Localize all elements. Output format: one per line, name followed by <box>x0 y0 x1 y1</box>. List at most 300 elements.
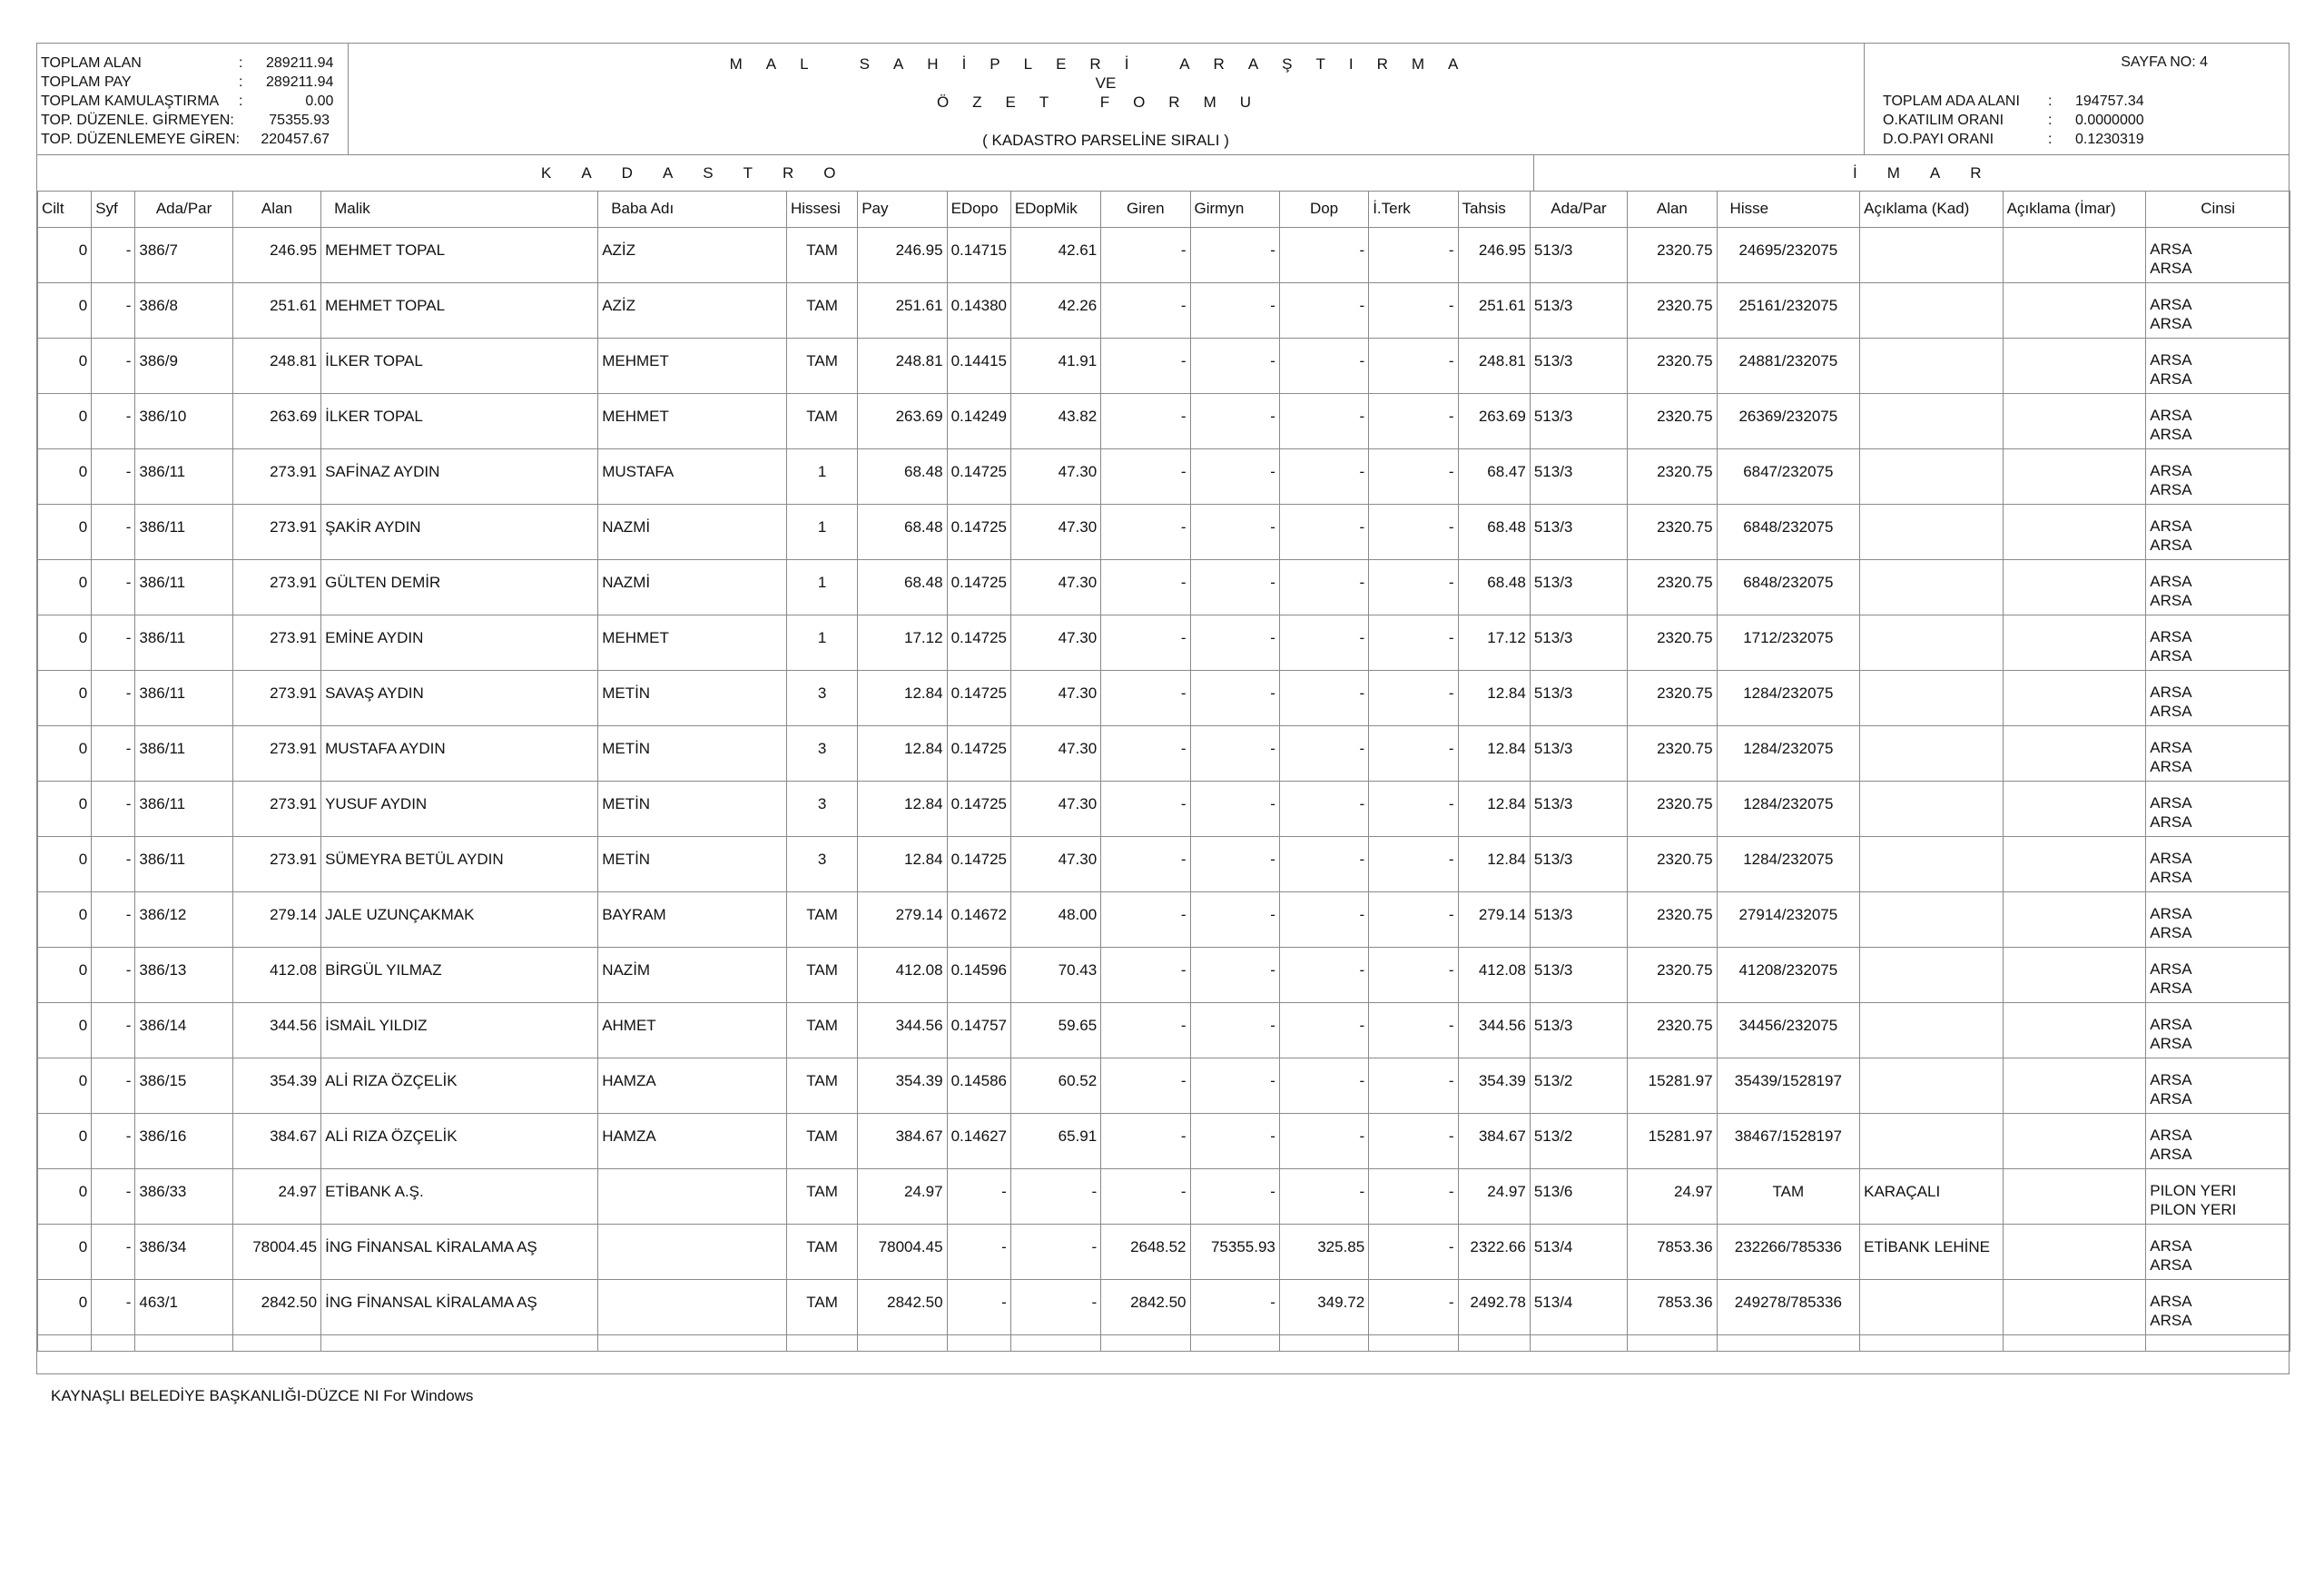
cell-hissesi: TAM <box>786 228 857 283</box>
cell-aimar <box>2003 560 2146 615</box>
cinsi-line-1: ARSA <box>2150 241 2192 258</box>
cell-cinsi <box>2146 1280 2290 1335</box>
cell-dop: - <box>1279 782 1368 837</box>
cell-baba: HAMZA <box>598 1058 787 1114</box>
cell-giren: - <box>1101 671 1190 726</box>
cell-girmyn: - <box>1190 782 1279 837</box>
cell-hissesi: TAM <box>786 339 857 394</box>
cinsi-line-1: ARSA <box>2150 296 2192 313</box>
cell-iadapar: 513/3 <box>1530 339 1627 394</box>
section-kadastro: KADASTRO <box>37 154 1534 191</box>
cell-edopo: 0.14725 <box>947 837 1010 892</box>
cell-cinsi <box>2146 782 2290 837</box>
cell-hisse: 34456/232075 <box>1717 1003 1860 1058</box>
cell-cilt: 0 <box>38 560 92 615</box>
cell-cilt: 0 <box>38 1003 92 1058</box>
cell-akad: KARAÇALI <box>1860 1169 2004 1225</box>
cell-iadapar: 513/3 <box>1530 505 1627 560</box>
cinsi-line-1: ARSA <box>2150 1237 2192 1255</box>
table-row <box>38 505 2290 560</box>
cell-iterk: - <box>1369 1058 1458 1114</box>
cell-akad <box>1860 837 2004 892</box>
cell-alan: 273.91 <box>232 560 320 615</box>
cell-adapar: 386/11 <box>135 671 232 726</box>
cell-akad <box>1860 782 2004 837</box>
cell-iadapar: 513/3 <box>1530 671 1627 726</box>
cell-iterk: - <box>1369 671 1458 726</box>
cell-giren: - <box>1101 283 1190 339</box>
cell-hisse: 24881/232075 <box>1717 339 1860 394</box>
cell-alan: 273.91 <box>232 726 320 782</box>
cell-dop: 349.72 <box>1279 1280 1368 1335</box>
cell-girmyn: - <box>1190 1058 1279 1114</box>
cell-iterk: - <box>1369 283 1458 339</box>
cell-tahsis: 24.97 <box>1458 1169 1530 1225</box>
cell-cinsi <box>2146 1169 2290 1225</box>
cell-malik: İLKER TOPAL <box>321 394 598 449</box>
cell-empty <box>598 1335 787 1352</box>
cell-syf: - <box>92 339 135 394</box>
report-title-and: VE <box>1095 74 1117 92</box>
col-baba-adi: Baba Adı <box>598 191 787 228</box>
cell-hissesi: TAM <box>786 1003 857 1058</box>
cell-iterk: - <box>1369 726 1458 782</box>
cell-hisse: 249278/785336 <box>1717 1280 1860 1335</box>
cell-empty <box>2146 1335 2290 1352</box>
cell-cilt: 0 <box>38 671 92 726</box>
cell-aimar <box>2003 339 2146 394</box>
cell-dop: - <box>1279 505 1368 560</box>
cinsi-line-1: ARSA <box>2150 794 2192 812</box>
cell-adapar: 386/16 <box>135 1114 232 1169</box>
cell-hisse: 6848/232075 <box>1717 505 1860 560</box>
cinsi-line-1: ARSA <box>2150 960 2192 978</box>
cell-hisse: 38467/1528197 <box>1717 1114 1860 1169</box>
cinsi-line-1: ARSA <box>2150 462 2192 479</box>
cinsi-line-1: ARSA <box>2150 628 2192 645</box>
cell-aimar <box>2003 394 2146 449</box>
cell-girmyn: - <box>1190 1169 1279 1225</box>
cell-ialan: 2320.75 <box>1628 283 1717 339</box>
cell-iterk: - <box>1369 1225 1458 1280</box>
table-row <box>38 948 2290 1003</box>
cell-malik: ETİBANK A.Ş. <box>321 1169 598 1225</box>
cell-giren: - <box>1101 228 1190 283</box>
cell-baba: HAMZA <box>598 1114 787 1169</box>
cell-aimar <box>2003 1058 2146 1114</box>
cell-pay: 68.48 <box>858 449 947 505</box>
cell-cilt: 0 <box>38 505 92 560</box>
cell-hissesi: 3 <box>786 782 857 837</box>
owners-table <box>37 191 2290 1352</box>
cell-pay: 12.84 <box>858 726 947 782</box>
cell-syf: - <box>92 1280 135 1335</box>
cell-tahsis: 68.47 <box>1458 449 1530 505</box>
cell-dop: - <box>1279 339 1368 394</box>
cinsi-line-1: PILON YERI <box>2150 1182 2237 1199</box>
cell-cinsi <box>2146 948 2290 1003</box>
cell-hisse: 1284/232075 <box>1717 726 1860 782</box>
cell-tahsis: 279.14 <box>1458 892 1530 948</box>
cell-dop: - <box>1279 228 1368 283</box>
col-edopmik: EDopMik <box>1010 191 1100 228</box>
report-title-form: ÖZET FORMU <box>936 94 1275 111</box>
cell-cinsi <box>2146 1225 2290 1280</box>
cell-cinsi <box>2146 837 2290 892</box>
cell-giren: - <box>1101 1058 1190 1114</box>
cell-edopo: 0.14725 <box>947 449 1010 505</box>
cell-baba <box>598 1225 787 1280</box>
cell-syf: - <box>92 1058 135 1114</box>
cell-pay: 12.84 <box>858 837 947 892</box>
cell-iterk: - <box>1369 1114 1458 1169</box>
cell-dop: - <box>1279 394 1368 449</box>
col-pay: Pay <box>858 191 947 228</box>
cell-aimar <box>2003 782 2146 837</box>
cinsi-line-2: ARSA <box>2150 260 2192 277</box>
cell-aimar <box>2003 948 2146 1003</box>
cell-ialan: 2320.75 <box>1628 449 1717 505</box>
cell-akad <box>1860 1003 2004 1058</box>
cell-tahsis: 68.48 <box>1458 560 1530 615</box>
cell-alan: 263.69 <box>232 394 320 449</box>
col-dop: Dop <box>1279 191 1368 228</box>
cell-girmyn: - <box>1190 449 1279 505</box>
cell-malik: ALİ RIZA ÖZÇELİK <box>321 1114 598 1169</box>
col-hisse: Hisse <box>1717 191 1860 228</box>
cell-tahsis: 263.69 <box>1458 394 1530 449</box>
cell-alan: 273.91 <box>232 782 320 837</box>
cell-cinsi <box>2146 1114 2290 1169</box>
cell-cilt: 0 <box>38 1114 92 1169</box>
cell-pay: 412.08 <box>858 948 947 1003</box>
table-row <box>38 1058 2290 1114</box>
table-row <box>38 228 2290 283</box>
cell-malik: İNG FİNANSAL KİRALAMA AŞ <box>321 1225 598 1280</box>
col-malik: Malik <box>321 191 598 228</box>
cell-empty <box>1190 1335 1279 1352</box>
cell-empty <box>232 1335 320 1352</box>
cell-girmyn: - <box>1190 892 1279 948</box>
cell-malik: MEHMET TOPAL <box>321 228 598 283</box>
cell-cilt: 0 <box>38 1169 92 1225</box>
cell-edopo: 0.14725 <box>947 615 1010 671</box>
cell-tahsis: 344.56 <box>1458 1003 1530 1058</box>
cell-pay: 248.81 <box>858 339 947 394</box>
cell-empty <box>1628 1335 1717 1352</box>
cell-akad <box>1860 892 2004 948</box>
cinsi-line-2: ARSA <box>2150 1090 2192 1107</box>
cell-giren: - <box>1101 1169 1190 1225</box>
cell-empty <box>1860 1335 2004 1352</box>
cell-adapar: 386/11 <box>135 726 232 782</box>
cell-pay: 24.97 <box>858 1169 947 1225</box>
cinsi-line-2: ARSA <box>2150 647 2192 664</box>
cell-edopo: 0.14725 <box>947 782 1010 837</box>
cell-hissesi: TAM <box>786 1169 857 1225</box>
report-page <box>36 43 2290 1374</box>
table-row <box>38 726 2290 782</box>
cell-hisse: 24695/232075 <box>1717 228 1860 283</box>
cell-cinsi <box>2146 228 2290 283</box>
cell-empty <box>1458 1335 1530 1352</box>
section-band: KADASTRO İMAR <box>37 154 2289 192</box>
cell-ialan: 2320.75 <box>1628 671 1717 726</box>
cell-edopo: 0.14627 <box>947 1114 1010 1169</box>
cell-empty <box>786 1335 857 1352</box>
cell-malik: BİRGÜL YILMAZ <box>321 948 598 1003</box>
table-row <box>38 1169 2290 1225</box>
cell-adapar: 386/14 <box>135 1003 232 1058</box>
cinsi-line-1: ARSA <box>2150 684 2192 701</box>
cell-syf: - <box>92 1003 135 1058</box>
cell-hisse: 35439/1528197 <box>1717 1058 1860 1114</box>
cell-empty <box>2003 1335 2146 1352</box>
cell-cilt: 0 <box>38 837 92 892</box>
cell-iadapar: 513/2 <box>1530 1058 1627 1114</box>
cell-cilt: 0 <box>38 394 92 449</box>
cell-iadapar: 513/3 <box>1530 560 1627 615</box>
cell-iterk: - <box>1369 948 1458 1003</box>
cell-empty <box>321 1335 598 1352</box>
cell-dop: - <box>1279 1169 1368 1225</box>
cell-giren: - <box>1101 449 1190 505</box>
cell-ialan: 2320.75 <box>1628 892 1717 948</box>
cell-akad <box>1860 671 2004 726</box>
col-giren: Giren <box>1101 191 1190 228</box>
report-subtitle: ( KADASTRO PARSELİNE SIRALI ) <box>982 132 1229 149</box>
cell-dop: - <box>1279 948 1368 1003</box>
cell-tahsis: 68.48 <box>1458 505 1530 560</box>
cell-ialan: 2320.75 <box>1628 394 1717 449</box>
col-alan: Alan <box>232 191 320 228</box>
cell-edopmik: - <box>1010 1225 1100 1280</box>
cell-iterk: - <box>1369 1003 1458 1058</box>
cell-pay: 251.61 <box>858 283 947 339</box>
cell-cinsi <box>2146 560 2290 615</box>
cell-hisse: 41208/232075 <box>1717 948 1860 1003</box>
cell-hissesi: TAM <box>786 394 857 449</box>
cell-cilt: 0 <box>38 948 92 1003</box>
cinsi-line-2: ARSA <box>2150 1035 2192 1052</box>
cell-malik: ALİ RIZA ÖZÇELİK <box>321 1058 598 1114</box>
cell-malik: YUSUF AYDIN <box>321 782 598 837</box>
cinsi-line-2: ARSA <box>2150 370 2192 388</box>
cell-hisse: 1712/232075 <box>1717 615 1860 671</box>
col-ada-par: Ada/Par <box>135 191 232 228</box>
cell-girmyn: - <box>1190 726 1279 782</box>
cinsi-line-2: ARSA <box>2150 536 2192 554</box>
cell-adapar: 386/7 <box>135 228 232 283</box>
cell-akad <box>1860 948 2004 1003</box>
cell-edopo: 0.14725 <box>947 671 1010 726</box>
cell-edopmik: 48.00 <box>1010 892 1100 948</box>
col-girmyn: Girmyn <box>1190 191 1279 228</box>
cell-iterk: - <box>1369 394 1458 449</box>
cell-giren: 2648.52 <box>1101 1225 1190 1280</box>
cell-edopo: 0.14586 <box>947 1058 1010 1114</box>
cell-tahsis: 248.81 <box>1458 339 1530 394</box>
cell-iadapar: 513/3 <box>1530 449 1627 505</box>
table-row <box>38 615 2290 671</box>
cell-syf: - <box>92 1169 135 1225</box>
total-in-arrangement: TOP. DÜZENLEMEYE GİREN: 220457.67 <box>41 132 330 147</box>
cinsi-line-1: ARSA <box>2150 739 2192 756</box>
cell-edopmik: 43.82 <box>1010 394 1100 449</box>
cell-alan: 344.56 <box>232 1003 320 1058</box>
cell-baba <box>598 1169 787 1225</box>
cell-iadapar: 513/3 <box>1530 1003 1627 1058</box>
col-imar-alan: Alan <box>1628 191 1717 228</box>
cinsi-line-2: ARSA <box>2150 703 2192 720</box>
cinsi-line-1: ARSA <box>2150 573 2192 590</box>
cell-adapar: 386/11 <box>135 837 232 892</box>
cell-tahsis: 251.61 <box>1458 283 1530 339</box>
cell-edopo: - <box>947 1169 1010 1225</box>
total-not-in-arrangement: TOP. DÜZENLE. GİRMEYEN: 75355.93 <box>41 113 330 128</box>
cell-dop: - <box>1279 1114 1368 1169</box>
cell-pay: 68.48 <box>858 505 947 560</box>
cell-adapar: 386/13 <box>135 948 232 1003</box>
cell-akad <box>1860 1058 2004 1114</box>
cell-iadapar: 513/3 <box>1530 228 1627 283</box>
cell-tahsis: 12.84 <box>1458 671 1530 726</box>
cell-edopmik: 47.30 <box>1010 449 1100 505</box>
cell-iadapar: 513/3 <box>1530 892 1627 948</box>
cell-giren: - <box>1101 837 1190 892</box>
cell-hisse: 1284/232075 <box>1717 782 1860 837</box>
cell-syf: - <box>92 837 135 892</box>
cinsi-line-2: ARSA <box>2150 1256 2192 1274</box>
cell-iterk: - <box>1369 339 1458 394</box>
cell-cilt: 0 <box>38 1280 92 1335</box>
cell-alan: 273.91 <box>232 615 320 671</box>
cell-ialan: 15281.97 <box>1628 1114 1717 1169</box>
cell-hissesi: 3 <box>786 837 857 892</box>
cell-giren: - <box>1101 339 1190 394</box>
cell-hissesi: 1 <box>786 560 857 615</box>
table-row <box>38 339 2290 394</box>
col-aciklama-imar: Açıklama (İmar) <box>2003 191 2146 228</box>
cinsi-line-2: ARSA <box>2150 869 2192 886</box>
cell-ialan: 7853.36 <box>1628 1225 1717 1280</box>
cell-aimar <box>2003 671 2146 726</box>
cell-girmyn: - <box>1190 1003 1279 1058</box>
cell-syf: - <box>92 615 135 671</box>
cell-ialan: 15281.97 <box>1628 1058 1717 1114</box>
cell-akad <box>1860 283 2004 339</box>
cell-edopmik: 47.30 <box>1010 782 1100 837</box>
cell-giren: - <box>1101 948 1190 1003</box>
cell-empty <box>135 1335 232 1352</box>
cell-edopmik: 47.30 <box>1010 837 1100 892</box>
table-row <box>38 560 2290 615</box>
cell-ialan: 2320.75 <box>1628 782 1717 837</box>
cell-dop: - <box>1279 560 1368 615</box>
cell-iterk: - <box>1369 1169 1458 1225</box>
dop-rate: D.O.PAYI ORANI : 0.1230319 <box>1883 132 2144 147</box>
cell-akad <box>1860 726 2004 782</box>
cell-edopmik: 65.91 <box>1010 1114 1100 1169</box>
cell-pay: 78004.45 <box>858 1225 947 1280</box>
cell-ialan: 2320.75 <box>1628 837 1717 892</box>
cell-iadapar: 513/3 <box>1530 948 1627 1003</box>
cell-dop: - <box>1279 615 1368 671</box>
cinsi-line-2: ARSA <box>2150 1312 2192 1329</box>
cell-hissesi: 1 <box>786 449 857 505</box>
cell-empty <box>1010 1335 1100 1352</box>
total-block-area: TOPLAM ADA ALANI : 194757.34 <box>1883 94 2144 109</box>
col-syf: Syf <box>92 191 135 228</box>
cell-ialan: 2320.75 <box>1628 615 1717 671</box>
cell-adapar: 386/11 <box>135 449 232 505</box>
col-cinsi: Cinsi <box>2146 191 2290 228</box>
header-totals-left <box>37 44 349 154</box>
cell-adapar: 386/11 <box>135 782 232 837</box>
table-row <box>38 449 2290 505</box>
cell-iterk: - <box>1369 505 1458 560</box>
cell-edopmik: 47.30 <box>1010 726 1100 782</box>
table-row <box>38 283 2290 339</box>
report-header <box>37 44 2289 155</box>
cell-syf: - <box>92 1114 135 1169</box>
cell-dop: - <box>1279 671 1368 726</box>
cell-baba: AZİZ <box>598 228 787 283</box>
cell-empty <box>92 1335 135 1352</box>
cinsi-line-2: ARSA <box>2150 1146 2192 1163</box>
cell-adapar: 386/33 <box>135 1169 232 1225</box>
cell-aimar <box>2003 726 2146 782</box>
cell-cinsi <box>2146 1003 2290 1058</box>
cell-alan: 248.81 <box>232 339 320 394</box>
column-header-row <box>38 191 2290 228</box>
cell-iadapar: 513/3 <box>1530 837 1627 892</box>
cinsi-line-1: ARSA <box>2150 407 2192 424</box>
cell-girmyn: - <box>1190 948 1279 1003</box>
cell-baba: BAYRAM <box>598 892 787 948</box>
cell-empty <box>1369 1335 1458 1352</box>
cell-cilt: 0 <box>38 1225 92 1280</box>
cinsi-line-1: ARSA <box>2150 351 2192 369</box>
cell-tahsis: 2322.66 <box>1458 1225 1530 1280</box>
cell-cilt: 0 <box>38 449 92 505</box>
cell-aimar <box>2003 615 2146 671</box>
report-footer: KAYNAŞLI BELEDİYE BAŞKANLIĞI-DÜZCE NI For Windows <box>51 1387 474 1404</box>
cell-edopmik: - <box>1010 1280 1100 1335</box>
cell-iterk: - <box>1369 228 1458 283</box>
cell-malik: SAVAŞ AYDIN <box>321 671 598 726</box>
cell-ialan: 7853.36 <box>1628 1280 1717 1335</box>
cell-iterk: - <box>1369 615 1458 671</box>
cell-dop: - <box>1279 283 1368 339</box>
col-iterk: İ.Terk <box>1369 191 1458 228</box>
cell-baba: METİN <box>598 671 787 726</box>
cell-ialan: 2320.75 <box>1628 948 1717 1003</box>
col-tahsis: Tahsis <box>1458 191 1530 228</box>
cell-akad <box>1860 1114 2004 1169</box>
cell-iterk: - <box>1369 837 1458 892</box>
cell-dop: - <box>1279 837 1368 892</box>
cell-giren: - <box>1101 892 1190 948</box>
cell-edopo: 0.14715 <box>947 228 1010 283</box>
cinsi-line-1: ARSA <box>2150 1293 2192 1310</box>
cell-malik: ŞAKİR AYDIN <box>321 505 598 560</box>
cell-cinsi <box>2146 1058 2290 1114</box>
cell-edopo: 0.14380 <box>947 283 1010 339</box>
cell-iadapar: 513/6 <box>1530 1169 1627 1225</box>
cell-cilt: 0 <box>38 1058 92 1114</box>
cell-malik: İSMAİL YILDIZ <box>321 1003 598 1058</box>
